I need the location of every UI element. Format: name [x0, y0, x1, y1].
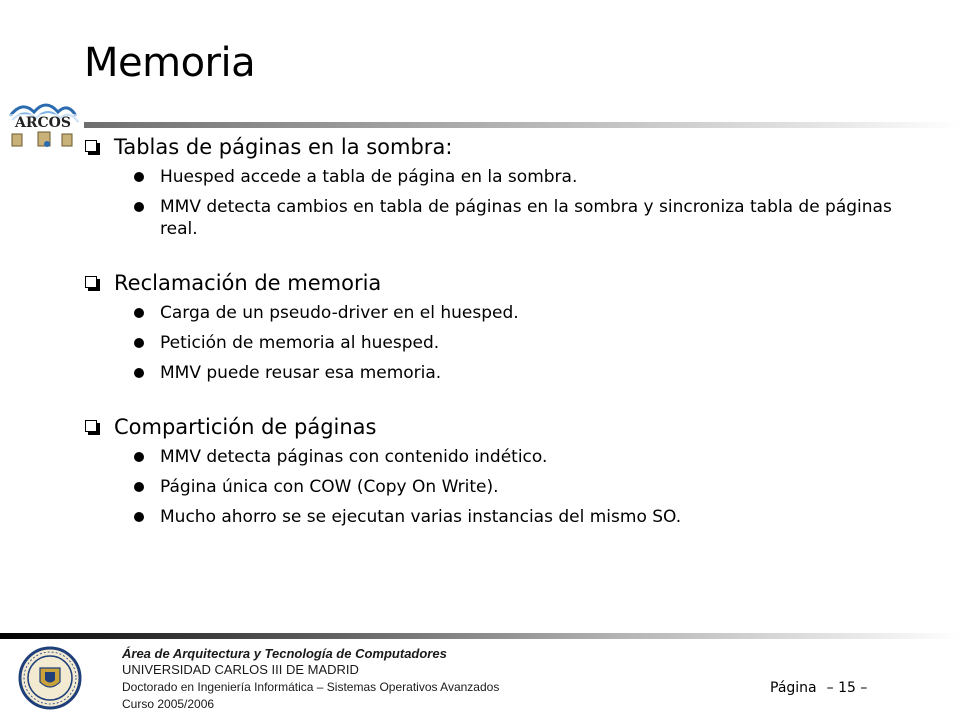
list-item	[82, 476, 932, 498]
page-value: – 15 –	[826, 680, 868, 696]
list-item	[82, 196, 932, 240]
section-heading-text: Compartición de páginas	[114, 415, 377, 439]
arcos-logo-icon	[4, 98, 82, 154]
list-item-text: MMV detecta páginas con contenido indético.	[160, 447, 548, 467]
page-number	[770, 680, 867, 696]
section-heading-text: Tablas de páginas en la sombra:	[114, 135, 453, 159]
bullet-icon	[134, 482, 144, 492]
list-item-text: Página única con COW (Copy On Write).	[160, 477, 499, 497]
bullet-icon	[134, 368, 144, 378]
bullet-icon	[134, 338, 144, 348]
checkbox-square-icon	[85, 420, 100, 435]
section-page-sharing	[82, 412, 932, 528]
page-label: Página	[770, 680, 817, 696]
list-item-text: MMV puede reusar esa memoria.	[160, 363, 442, 383]
footer-course: Curso 2005/2006	[122, 697, 215, 711]
slide-content	[82, 132, 932, 556]
bullet-icon	[134, 202, 144, 212]
list-item-text: Mucho ahorro se se ejecutan varias instancias del mismo SO.	[160, 507, 682, 527]
list-item	[82, 166, 932, 188]
bullet-icon	[134, 308, 144, 318]
bullet-icon	[134, 172, 144, 182]
footer-university: UNIVERSIDAD CARLOS III DE MADRID	[122, 662, 359, 677]
footer-department: Área de Arquitectura y Tecnología de Computadores	[122, 646, 447, 661]
bullet-icon	[134, 452, 144, 462]
section-heading	[82, 412, 932, 442]
slide-title: Memoria	[84, 40, 256, 86]
list-item-text: Petición de memoria al huesped.	[160, 333, 440, 353]
section-heading	[82, 268, 932, 298]
list-item	[82, 332, 932, 354]
checkbox-square-icon	[85, 276, 100, 291]
section-memory-reclamation	[82, 268, 932, 384]
list-item	[82, 446, 932, 468]
list-item-text: Carga de un pseudo-driver en el huesped.	[160, 303, 519, 323]
bullet-icon	[134, 512, 144, 522]
list-item	[82, 362, 932, 384]
section-shadow-page-tables	[82, 132, 932, 240]
list-item-text: MMV detecta cambios en tabla de páginas en la sombra y sincroniza tabla de páginas real.	[160, 197, 892, 239]
logo-text: ARCOS	[15, 115, 71, 131]
footer-divider	[0, 633, 960, 639]
university-seal-icon	[18, 646, 82, 710]
title-divider	[84, 122, 960, 128]
footer-text	[122, 646, 499, 713]
footer-program: Doctorado en Ingeniería Informática – Sistemas Operativos Avanzados	[122, 680, 500, 694]
list-item-text: Huesped accede a tabla de página en la sombra.	[160, 167, 578, 187]
list-item	[82, 302, 932, 324]
section-heading	[82, 132, 932, 162]
list-item	[82, 506, 932, 528]
section-heading-text: Reclamación de memoria	[114, 271, 382, 295]
checkbox-square-icon	[85, 140, 100, 155]
